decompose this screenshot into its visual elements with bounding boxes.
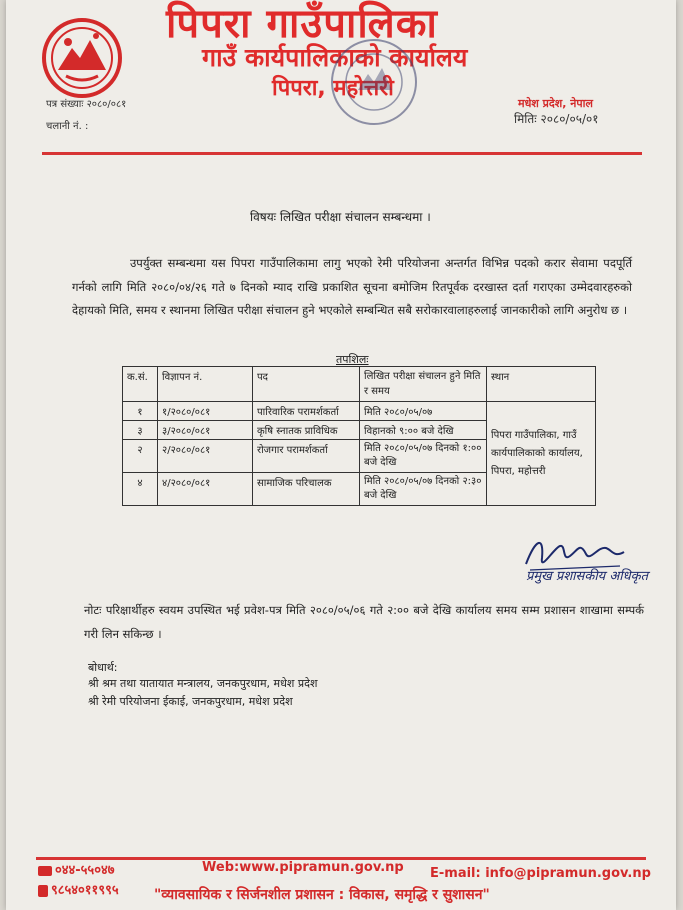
exam-schedule-table — [122, 366, 596, 506]
letter-page — [6, 0, 676, 910]
province-label: मधेश प्रदेश, नेपाल — [518, 97, 593, 110]
office-name: गाउँ कार्यपालिकाको कार्यालय — [202, 43, 468, 72]
cell-sn: ३ — [123, 421, 158, 440]
cell-post: रोजगार परामर्शकर्ता — [253, 440, 360, 473]
col-ad-no: विज्ञापन नं. — [158, 367, 253, 402]
cell-ad: १/२०८०/०८१ — [158, 402, 253, 421]
body-paragraph — [72, 252, 632, 323]
table-label: तपशिलः — [336, 353, 369, 366]
office-stamp — [328, 36, 420, 128]
col-post: पद — [253, 367, 360, 402]
cell-ad: २/२०८०/०८१ — [158, 440, 253, 473]
cell-sn: १ — [123, 402, 158, 421]
col-sn: क.सं. — [123, 367, 158, 402]
letter-date: मितिः २०८०/०५/०१ — [514, 112, 599, 126]
cell-datetime: मिति २०८०/०५/०७ — [360, 402, 487, 421]
cell-ad: ४/२०८०/०८१ — [158, 473, 253, 506]
cc-label: बोधार्थ: — [88, 661, 118, 674]
table-header-row — [123, 367, 596, 402]
col-place: स्थान — [487, 367, 596, 402]
signature-title: प्रमुख प्रशासकीय अधिकृत — [526, 569, 649, 584]
cell-datetime: मिति २०८०/०५/०७ दिनको २:३० बजे देखि — [360, 473, 487, 506]
mobile-icon — [38, 885, 48, 897]
cc-item: श्री श्रम तथा यातायात मन्त्रालय, जनकपुरधाम, मधेश प्रदेश — [88, 677, 318, 690]
cell-sn: २ — [123, 440, 158, 473]
cell-sn: ४ — [123, 473, 158, 506]
cell-ad: ३/२०८०/०८१ — [158, 421, 253, 440]
municipality-title: पिपरा गाउँपालिका — [166, 1, 438, 47]
table-row — [123, 402, 596, 421]
phone-icon — [38, 866, 52, 876]
header-divider — [42, 152, 642, 155]
dispatch-number: चलानी नं. : — [46, 121, 89, 132]
cell-datetime: मिति २०८०/०५/०७ दिनको १:०० बजे देखि — [360, 440, 487, 473]
cell-datetime: विहानको ९:०० बजे देखि — [360, 421, 487, 440]
cell-post: सामाजिक परिचालक — [253, 473, 360, 506]
footer-mobile — [38, 880, 119, 898]
col-datetime: लिखित परीक्षा संचालन हुने मिति र समय — [360, 367, 487, 402]
footer-phone — [38, 860, 114, 878]
footer-email: E-mail: info@pipramun.gov.np — [430, 866, 651, 881]
note-paragraph: नोटः परिक्षार्थीहरु स्वयम उपस्थित भई प्रवेश-पत्र मिति २०८०/०५/०६ गते २:०० बजे देखि कार्यालय समय सम्म प्रशासन शाखामा सम्पर्क गरी लिन सकिन्छ । — [84, 603, 644, 641]
office-place: पिपरा, महोत्तरी — [272, 76, 394, 101]
cell-place: पिपरा गाउँपालिका, गाउँ कार्यपालिकाको कार्यालय, पिपरा, महोत्तरी — [487, 402, 596, 506]
letter-number: पत्र संख्याः २०८०/०८१ — [46, 99, 127, 110]
subject-line: विषयः लिखित परीक्षा संचालन सम्बन्धमा । — [250, 210, 431, 224]
footer-web: Web:www.pipramun.gov.np — [202, 860, 404, 875]
mobile-text: ९८५४०११९९५ — [51, 883, 119, 898]
phone-text: ०४४-५५०४७ — [55, 863, 115, 878]
footer-slogan: "व्यावसायिक र सिर्जनशील प्रशासन : विकास, समृद्धि र सुशासन" — [154, 887, 490, 903]
emblem-logo — [40, 18, 124, 100]
cc-item: श्री रेमी परियोजना ईकाई, जनकपुरधाम, मधेश प्रदेश — [88, 695, 293, 708]
body-text: उपर्युक्त सम्बन्धमा यस पिपरा गाउँपालिकामा लागु भएको रेमी परियोजना अन्तर्गत विभिन्न पदको करार सेवामा पदपूर्ति गर्नको लागि मिति २०८०/०४/२६ गते ७ दिनको म्याद राखि प्रकाशित सूचना बमोजिम रितपूर्वक दरखास्त दर्ता गराएका उम्मेदवारहरुको देहायको मिति, समय र स्थानमा लिखित परीक्षा संचालन हुने भएकोले सम्बन्धित सबै सरोकारवालाहरुलाई जानकारीको लागि अनुरोध छ । — [72, 256, 632, 317]
cell-post: पारिवारिक परामर्शकर्ता — [253, 402, 360, 421]
cell-post: कृषि स्नातक प्राविधिक — [253, 421, 360, 440]
